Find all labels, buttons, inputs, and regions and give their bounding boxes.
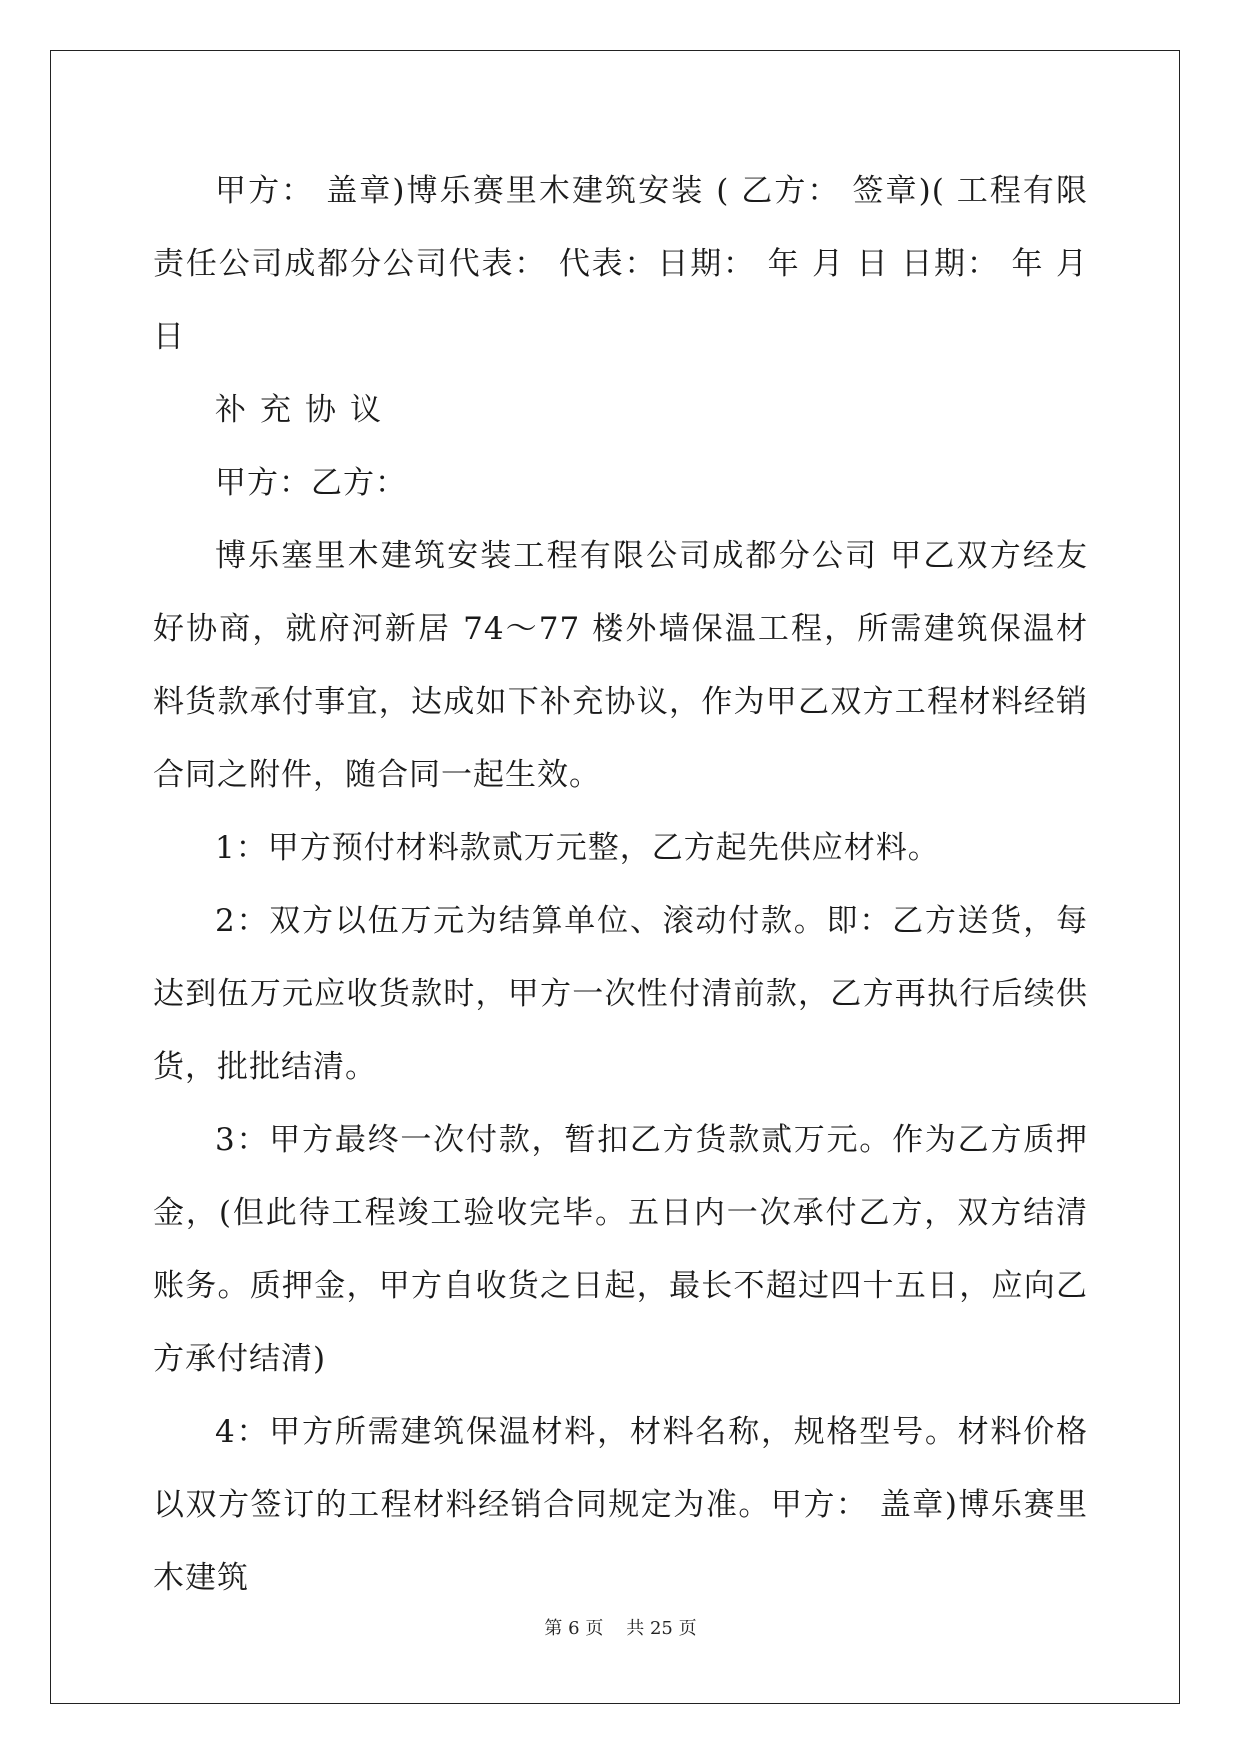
page-footer <box>0 1614 1241 1640</box>
signature-paragraph: 甲方： 盖章)博乐赛里木建筑安装 ( 乙方： 签章)( 工程有限责任公司成都分公司代表： 代表：日期： 年 月 日 日期： 年 月 日 <box>153 173 1088 355</box>
page-number: 第 6 页 <box>544 1618 604 1639</box>
intro-paragraph: 博乐塞里木建筑安装工程有限公司成都分公司 甲乙双方经友好协商，就府河新居 74～77 楼外墙保温工程，所需建筑保温材料货款承付事宜，达成如下补充协议，作为甲乙双方工程材料经销合同之附件，随合同一起生效。 <box>153 538 1088 793</box>
clause-1: 1：甲方预付材料款贰万元整，乙方起先供应材料。 <box>215 830 940 866</box>
clause-4: 4：甲方所需建筑保温材料，材料名称，规格型号。材料价格以双方签订的工程材料经销合同规定为准。甲方： 盖章)博乐赛里木建筑 <box>153 1414 1088 1596</box>
parties-line: 甲方：乙方： <box>215 465 407 501</box>
clause-3: 3：甲方最终一次付款，暂扣乙方货款贰万元。作为乙方质押金，(但此待工程竣工验收完毕。五日内一次承付乙方，双方结清账务。质押金，甲方自收货之日起，最长不超过四十五日，应向乙方承付结清) <box>153 1122 1088 1377</box>
document-body <box>153 155 1088 1615</box>
clause-2: 2：双方以伍万元为结算单位、滚动付款。即：乙方送货，每达到伍万元应收货款时，甲方一次性付清前款，乙方再执行后续供货，批批结清。 <box>153 903 1088 1085</box>
total-pages: 共 25 页 <box>626 1618 697 1639</box>
section-title: 补充协议 <box>215 392 395 428</box>
